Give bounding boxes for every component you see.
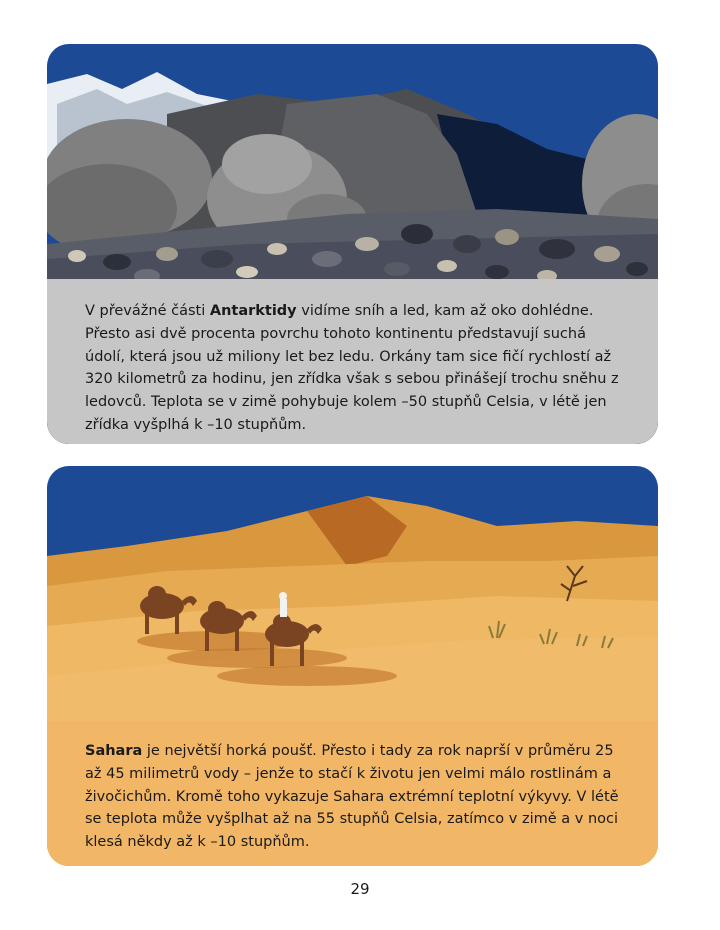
page-number: 29 (350, 880, 370, 898)
antarctica-caption (85, 300, 625, 437)
antarctica-text-before: V převážné části (85, 303, 210, 319)
sahara-panel (47, 466, 658, 866)
antarctica-panel (47, 44, 658, 444)
sahara-text-after: je největší horká poušť. Přesto i tady za rok naprší v průměru 25 až 45 milimetrů vody – jenže to stačí k životu jen velmi málo rostlinám a živočichům. Kromě toho vykazuje Sahara extrémní teplotní výkyvy. V létě se teplota může vyšplhat až na 55 stupňů Celsia, zatímco v zimě a v noci klesá někdy až k –10 stupňům. (85, 743, 619, 851)
antarctica-term: Antarktidy (209, 303, 297, 319)
sahara-caption (85, 740, 625, 854)
antarctica-text-after: vidíme sníh a led, kam až oko dohlédne. Přesto asi dvě procenta povrchu tohoto kontinentu představují suchá údolí, která jsou už miliony let bez ledu. Orkány tam sice fičí rychlostí až 320 kilometrů za hodinu, jen zřídka však s sebou přinášejí trochu sněhu z ledovců. Teplota se v zimě pohybuje kolem –50 stupňů Celsia, v létě jen zřídka vyšplhá k –10 stupňům. (85, 303, 619, 433)
sahara-term: Sahara (85, 743, 143, 759)
